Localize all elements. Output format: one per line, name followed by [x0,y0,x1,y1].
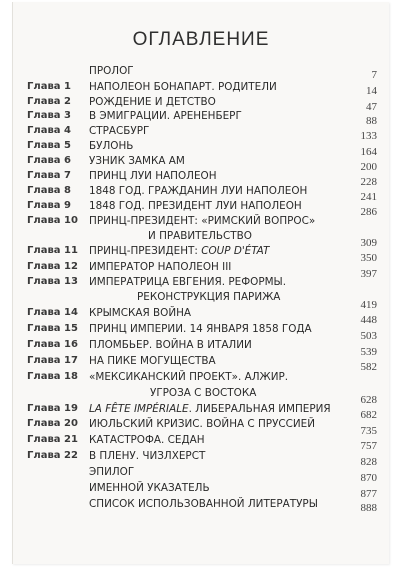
page-title: ОГЛАВЛЕНИЕ [132,29,270,50]
chapter-number: Глава 7 [27,170,71,181]
entry-title: 1848 ГОД. ГРАЖДАНИН ЛУИ НАПОЛЕОН [89,185,308,197]
entry-page: 448 [360,314,377,326]
entry-title: КРЫМСКАЯ ВОЙНА [89,307,192,319]
entry-page: 397 [360,268,377,280]
entry-title-text: ПРИНЦ-ПРЕЗИДЕНТ: [89,245,202,257]
entry-title-text: . ЛИБЕРАЛЬНАЯ ИМПЕРИЯ [188,403,331,415]
entry-page: 309 [360,237,377,249]
entry-title: ИМЕННОЙ УКАЗАТЕЛЬ [89,482,210,494]
entry-title: В ЭМИГРАЦИИ. АРЕНЕНБЕРГ [89,110,242,122]
chapter-number: Глава 16 [27,339,78,350]
entry-page: 828 [360,456,377,468]
entry-title: УЗНИК ЗАМКА АМ [89,155,185,167]
entry-page: 88 [366,115,377,127]
entry-page: 682 [360,409,377,421]
chapter-number: Глава 14 [27,307,78,318]
entry-title: ИМПЕРАТОР НАПОЛЕОН III [89,261,232,273]
chapter-number: Глава 20 [27,418,78,429]
chapter-number: Глава 19 [27,403,78,414]
entry-title: СТРАСБУРГ [89,125,150,137]
entry-title-line-1: «МЕКСИКАНСКИЙ ПРОЕКТ». АЛЖИР. [89,371,289,383]
entry-title-italic: LA FÊTE IMPÉRIALE [89,403,189,415]
entry-page: 200 [360,161,377,173]
chapter-number: Глава 22 [27,450,78,461]
entry-page: 14 [366,85,377,97]
chapter-number: Глава 8 [27,185,71,196]
entry-title [89,402,337,417]
entry-title: НАПОЛЕОН БОНАПАРТ. РОДИТЕЛИ [89,81,277,93]
chapter-number: Глава 15 [27,323,78,334]
entry-page: 228 [360,176,377,188]
chapter-number: Глава 9 [27,200,71,211]
entry-title: ПЛОМБЬЕР. ВОЙНА В ИТАЛИИ [89,339,252,351]
table-of-contents [13,2,389,564]
entry-page: 888 [360,502,377,514]
entry-title-line-2: УГРОЗА С ВОСТОКА [150,387,257,399]
entry-title: ПРИНЦ ИМПЕРИИ. 14 ЯНВАРЯ 1858 ГОДА [89,323,312,335]
entry-page: 503 [360,330,377,342]
entry-page: 7 [371,69,377,81]
chapter-number: Глава 21 [27,434,78,445]
entry-title: РОЖДЕНИЕ И ДЕТСТВО [89,96,216,108]
entry-title-line-1: ИМПЕРАТРИЦА ЕВГЕНИЯ. РЕФОРМЫ. [89,276,287,288]
entry-title: БУЛОНЬ [89,140,134,152]
entry-page: 877 [360,488,377,500]
entry-page: 241 [360,191,377,203]
entry-title-italic: COUP D'ÉTAT [201,245,270,257]
entry-page: 735 [360,425,377,437]
chapter-number: Глава 12 [27,261,78,272]
entry-title-line-1: ПРИНЦ-ПРЕЗИДЕНТ: «РИМСКИЙ ВОПРОС» [89,215,316,227]
chapter-number: Глава 3 [27,110,71,121]
entry-page: 757 [360,440,377,452]
entry-title-line-2: И ПРАВИТЕЛЬСТВО [148,230,252,242]
entry-title: ЭПИЛОГ [89,466,135,478]
entry-page: 870 [360,472,377,484]
entry-page: 628 [360,394,377,406]
entry-title: КАТАСТРОФА. СЕДАН [89,434,205,446]
entry-title: ПРИНЦ ЛУИ НАПОЛЕОН [89,170,217,182]
entry-page: 164 [360,146,377,158]
chapter-number: Глава 1 [27,81,71,92]
entry-page: 47 [366,101,377,113]
entry-page: 582 [360,361,377,373]
chapter-number: Глава 10 [27,215,78,226]
chapter-number: Глава 18 [27,371,78,382]
entry-title: НА ПИКЕ МОГУЩЕСТВА [89,355,216,367]
book-page [12,2,389,564]
entry-title: СПИСОК ИСПОЛЬЗОВАННОЙ ЛИТЕРАТУРЫ [89,498,318,510]
entry-title [89,244,337,259]
chapter-number: Глава 5 [27,140,71,151]
chapter-number: Глава 2 [27,96,71,107]
entry-page: 286 [360,206,377,218]
entry-page: 419 [360,299,377,311]
entry-title: ПРОЛОГ [89,65,134,77]
entry-page: 539 [360,346,377,358]
chapter-number: Глава 11 [27,245,78,256]
entry-page: 350 [360,252,377,264]
entry-title: 1848 ГОД. ПРЕЗИДЕНТ ЛУИ НАПОЛЕОН [89,200,302,212]
entry-title-line-2: РЕКОНСТРУКЦИЯ ПАРИЖА [137,291,281,303]
chapter-number: Глава 17 [27,355,78,366]
chapter-number: Глава 4 [27,125,71,136]
entry-page: 133 [360,130,377,142]
chapter-number: Глава 6 [27,155,71,166]
entry-title: В ПЛЕНУ. ЧИЗЛХЕРСТ [89,450,206,462]
entry-title: ИЮЛЬСКИЙ КРИЗИС. ВОЙНА С ПРУССИЕЙ [89,418,316,430]
chapter-number: Глава 13 [27,276,78,287]
